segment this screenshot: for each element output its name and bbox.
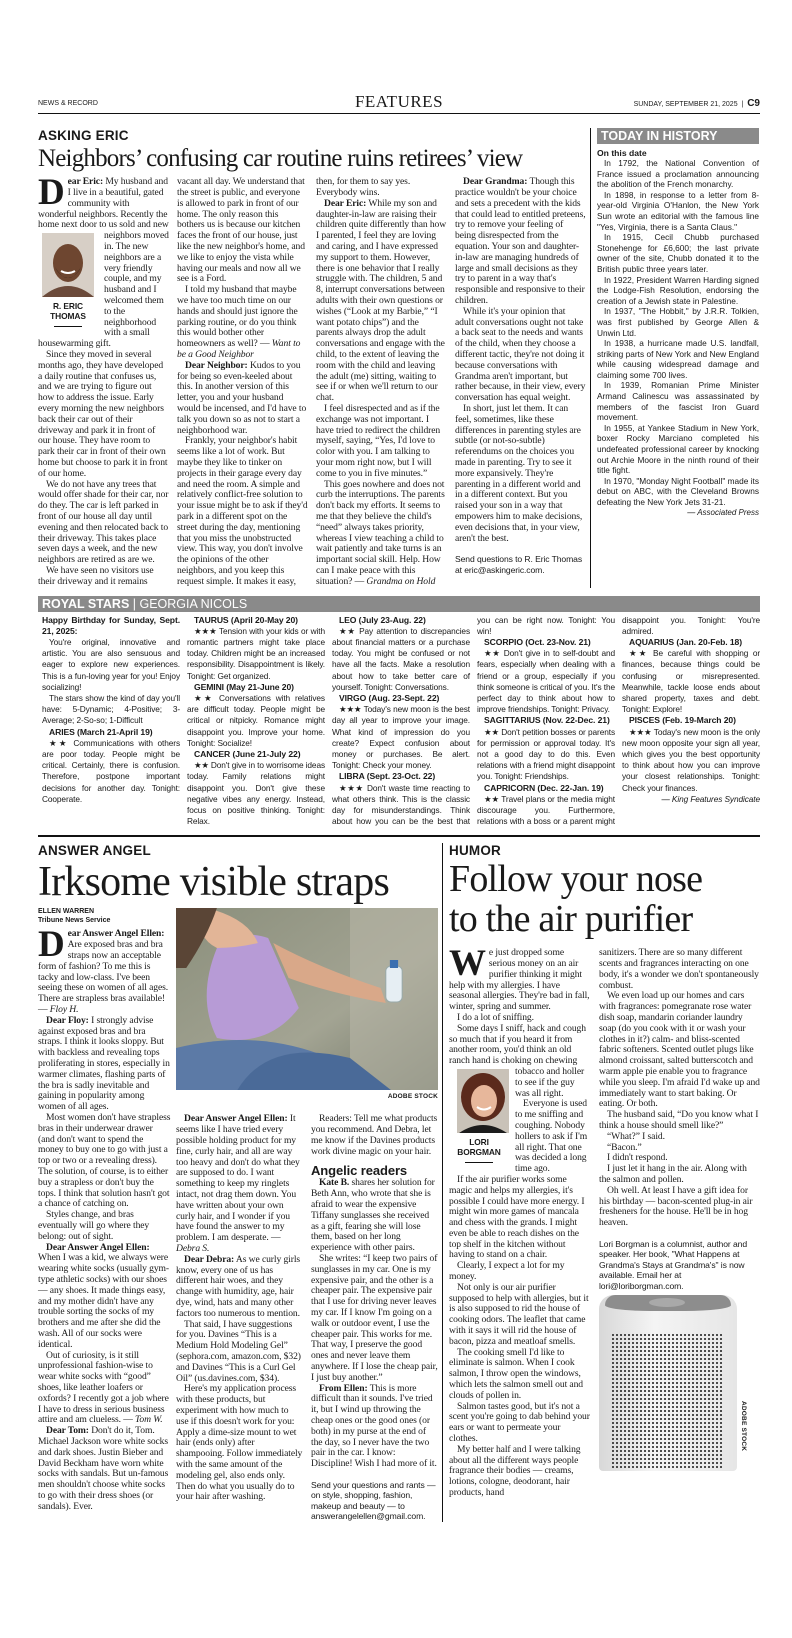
headline-line: to the air purifier xyxy=(449,898,693,941)
paragraph-text: It seems like I have tried every possible holding product for my fine, curly hair, and all are way too heavy and don't do what they are supposed to do. I want something to keep my ringlets intact, not drag them down. You have written about your own curly hair, and I wonder if you have found the answer to my problem. I am desperate. xyxy=(176,1113,300,1244)
paragraph-text: I didn't respond. xyxy=(607,1152,668,1164)
zodiac-sign: ARIES (March 21-April 19) xyxy=(49,726,153,737)
letter-signature: — Tom W. xyxy=(123,1414,162,1425)
paragraph-text: We have seen no visitors use their driveway and it remains vacant all day. We understand that the street is public, and everyone is allowed to park in front of our home. The only reason this bothers us is because our kitchen faces the front of our house, just like the new neighbor's home, and we like to enjoy the vista while having our meals and now all we see is a Ford. xyxy=(38,176,305,587)
paragraph xyxy=(38,1210,171,1242)
answer-angel-article xyxy=(38,843,442,1522)
paragraph-text: Here's my application process with these products, but experiment with how much to use if this doesn't work for you: Apply a dime-size mount to wet hair (ends only) after shampooing. Follow immediately with the same amount of the modeling gel, also ends only. Then do what you usually do to your hair after washing. xyxy=(176,1383,303,1503)
paragraph-text: Everyone is used to me sniffing and coughing. Nobody hollers to ask if I'm all right. That one was decided a long time ago. xyxy=(515,1098,588,1175)
paragraph-text: e just dropped some serious money on an air purifier thinking it might help with my allergies. I have seasonal allergies. They're bad in fall, winter, spring and summer. xyxy=(449,947,590,1013)
paragraph xyxy=(599,991,760,1110)
history-item: In 1915, Cecil Chubb purchased Stonehenge for £6,600; the last private owner of the site, Chubb donated it to the British public three years later. xyxy=(597,232,759,274)
zodiac-reading: ★★ Travel plans or the media might discourage you. Furthermore, relations with a boss or a parent might disappoint you. Tonight: You're admired. xyxy=(477,614,760,827)
zodiac-reading: ★★ Don't give in to self-doubt and fears, especially when dealing with a friend or a group, especially if you think someone is critical of you. It's the perfect day to think about how to improve friendships. Tonight: Privacy. xyxy=(477,648,615,715)
paragraph-text: “What?” I said. xyxy=(607,1130,665,1142)
air-purifier-photo xyxy=(599,1295,737,1471)
paragraph xyxy=(311,1178,438,1254)
first-column xyxy=(38,908,171,1522)
byline xyxy=(38,908,171,925)
paper-name: NEWS & RECORD xyxy=(38,100,98,107)
section-title: FEATURES xyxy=(354,92,444,111)
paragraph-text: Are exposed bras and bra straps now an acceptable form of fashion? To me this is tacky and low-class. I've been seeing these on women of all ages. There are strapless bras available! xyxy=(38,939,169,1005)
paragraph xyxy=(449,1348,591,1402)
zodiac-reading: ★★ Communications with others are poor today. People might be critical. Certainly, there is confusion. Therefore, postpone important decisions for another day. Tonight: Cooperate. xyxy=(42,737,180,804)
paragraph xyxy=(316,404,447,480)
article-columns xyxy=(449,943,760,1499)
paragraph-text: I just let it hang in the air. Along with the salmon and pollen. xyxy=(599,1163,747,1185)
salutation: Dear Debra: xyxy=(184,1253,235,1265)
paragraph-text: neighbors moved in. The new neighbors are a very friendly couple, and my husband and I welcomed them to the neighborhood with a small housewarming gift. xyxy=(38,230,169,350)
article-body xyxy=(176,1114,438,1522)
horoscope-title: ROYAL STARS xyxy=(42,596,130,611)
issue-date: SUNDAY, SEPTEMBER 21, 2025 xyxy=(633,101,738,108)
paragraph-text: As we curly girls know, every one of us has different hair woes, and they change with humidity, age, hair dye, wind, hats and many other factors too numerous to mention. xyxy=(176,1253,301,1319)
horoscope-intro: The stars show the kind of day you'll have: 5-Dynamic; 4-Positive; 3-Average; 2-So-so; 1-Difficult xyxy=(42,692,180,726)
photo-credit: ADOBE STOCK xyxy=(387,1093,438,1101)
paragraph-text: We even load up our homes and cars with fragrances: pomegranate rose water dish soap, mandarin coriander laundry soap (do you cook with it or wash your clothes in it?) calm- and bliss-scented fabric softeners. Scented outlet plugs like almond croissant, salted butterscotch and warm apple pie enable you to fragrance while you sleep. I'm afraid I'd wake up and immediately want to start baking. Or eating. Or both. xyxy=(599,990,760,1110)
zodiac-reading: ★★★ Today's new moon is the only new moon opposite your sign all year, which gives you the best opportunity to think about how you can improve your closest relationships. Tonight: Check your finances. xyxy=(622,726,760,793)
paragraph xyxy=(449,1175,591,1261)
salutation: Dear Neighbor: xyxy=(185,359,248,371)
kicker: ASKING ERIC xyxy=(38,128,129,143)
history-item: In 1939, Romanian Prime Minister Armand Calinescu was assassinated by members of the fascist Iron Guard movement. xyxy=(597,380,759,423)
zodiac-sign: VIRGO (Aug. 23-Sept. 22) xyxy=(339,692,440,703)
paragraph-text: sanitizers. There are so many different scents and fragrances interacting on one body, it's a wonder we don't spontaneously combust. xyxy=(599,947,759,991)
paragraph-text: Readers: Tell me what products you recommend. And Debra, let me know if the Davines products work divine magic on your hair. xyxy=(311,1113,438,1157)
contact-note: Send questions to R. Eric Thomas at eric@askingeric.com. xyxy=(455,554,583,575)
article-column xyxy=(599,948,760,1291)
paragraph-text: Don't do it, Tom. Michael Jackson wore white socks and dark shoes. Justin Bieber and David Beckham have worn white socks with sandals. But un-famous men shouldn't choose white socks to go with their dress shoes (or sandals). Ever. xyxy=(38,1425,169,1512)
section-rule xyxy=(38,835,760,837)
zodiac-reading: ★★ Don't petition bosses or parents for permission or approval today. It's not a good day to do this. Even relations with a friend might disappoint you. Tonight: Friendships. xyxy=(477,726,615,782)
salutation: Dear Answer Angel Ellen: xyxy=(184,1113,288,1125)
salutation: Dear Grandma: xyxy=(463,176,528,188)
zodiac-reading: ★★★ Today's new moon is the best day all year to improve your image. What kind of impression do you create? Expect confusion about money or purchases. Be alert. Tonight: Check your money. xyxy=(332,704,470,771)
paragraph-text: She writes: “I keep two pairs of sunglasses in my car. One is my expensive pair, and the other is a cheaper pair. The expensive pair that I use for driving never leaves my car. If I know I'm going on a walk or outdoor event, I use the cheaper pair. This works for me. That way, I preserve the good ones and never leave them anywhere. If I lose the cheap pair, I just buy another.” xyxy=(311,1253,438,1383)
drop-cap: D xyxy=(38,172,65,214)
paragraph-text: shares her solution for Beth Ann, who wrote that she is afraid to wear the expensive Tiffany sunglasses she received as a gift, fearing she will lose them, based on her long experience with other pairs. xyxy=(311,1177,435,1254)
headline: Neighbors’ confusing car routine ruins retirees’ view xyxy=(38,145,523,172)
paragraph-text: I feel disrespected and as if the exchange was not important. I have tried to redirect the children myself, saying, “Yes, I'd love to color with you. I am talking to your mom right now, but I will come to you in five minutes.” xyxy=(316,402,441,479)
letter-signature: — Want to be a Good Neighbor xyxy=(177,338,300,360)
paragraph xyxy=(177,361,308,437)
article-columns xyxy=(38,908,438,1522)
letter-signature: — Floy H. xyxy=(38,1004,78,1015)
paragraph xyxy=(311,1254,438,1384)
paragraph-text: My husband and I live in a beautiful, gated community with wonderful neighbors. Recently the home next door to us sold and new xyxy=(38,176,169,231)
author-name: R. ERIC THOMAS xyxy=(38,301,98,327)
zodiac-reading: ★★ Don't give in to worrisome ideas today. Family relations might disappoint you. Don't give these negative vibes any energy. Instead, focus on positive thinking. Tonight: Relax. xyxy=(187,760,326,827)
asking-eric-article xyxy=(38,128,590,588)
salutation: Dear Eric: xyxy=(324,197,367,209)
paragraph-text: While it's your opinion that adult conversations ought not take a back seat to the needs and wants of the child, when they choose a different tactic, they're not doing it because conversations with Grandma aren't important, but rather because, in their view, every conversation has equal weight. xyxy=(455,305,586,404)
history-item: In 1937, "The Hobbit," by J.R.R. Tolkien, was first published by George Allen & Unwin Ltd. xyxy=(597,306,759,338)
salutation: ear Answer Angel Ellen: xyxy=(67,928,165,940)
history-item: In 1792, the National Convention of France issued a proclamation announcing the abolition of the French monarchy. xyxy=(597,158,759,190)
air-purifier-figure xyxy=(599,1295,760,1471)
photo-credit: ADOBE STOCK xyxy=(740,1401,747,1452)
paragraph xyxy=(599,948,760,991)
zodiac-sign: CAPRICORN (Dec. 22-Jan. 19) xyxy=(484,782,604,793)
author-name: ELLEN WARREN xyxy=(38,908,94,916)
paragraph xyxy=(38,1113,171,1210)
paragraph-text: “Bacon.” xyxy=(607,1141,642,1153)
horoscope xyxy=(38,596,760,828)
paragraph xyxy=(455,404,586,544)
paragraph xyxy=(316,480,447,588)
article-body xyxy=(38,172,586,587)
paragraph xyxy=(449,1402,591,1445)
paragraph xyxy=(38,1351,171,1427)
kicker: ANSWER ANGEL xyxy=(38,843,151,859)
subheading: Angelic readers xyxy=(311,1162,408,1178)
author-name: LORI BORGMAN xyxy=(449,1137,509,1163)
zodiac-reading: ★★ Conversations with relatives are difficult today. People might be critical or nitpicky. Romance might disappoint you. Improve your home. Tonight: Socialize! xyxy=(187,692,325,748)
zodiac-reading: ★★★ Tension with your kids or with romantic partners might take place today. Children might be an increased responsibility. Disappointment is likely. Tonight: Get organized. xyxy=(187,625,325,681)
history-item: In 1955, at Yankee Stadium in New York, boxer Rocky Marciano completed his undefeated professional career by knocking out Archie Moore in the ninth round of their title fight. xyxy=(597,422,759,476)
zodiac-sign: AQUARIUS (Jan. 20-Feb. 18) xyxy=(629,636,742,647)
right-columns xyxy=(176,908,438,1522)
history-item: In 1938, a hurricane made U.S. landfall, striking parts of New York and New England while causing widespread damage and claiming some 700 lives. xyxy=(597,338,759,380)
paragraph-text: Out of curiosity, is it still unprofessional fashion-wise to wear white socks with “good” shoes, like leather loafers or oxfords? I recently got a job where I have to dress in serious business attire and am clueless. xyxy=(38,1349,169,1426)
paragraph-text: This is more difficult than it sounds. I've tried it, but I wind up throwing the cheap ones or the good ones (or both) in my purse at the end of the day, so I never have the two pair in the car. I know: Discipline! Wish I had more of it. xyxy=(311,1382,437,1470)
drop-cap: W xyxy=(449,943,486,985)
paragraph xyxy=(177,285,308,361)
paragraph xyxy=(176,1255,303,1320)
headline-line: Follow your nose xyxy=(449,858,703,901)
salutation: Dear Floy: xyxy=(46,1014,89,1026)
history-list xyxy=(597,158,759,508)
zodiac-sign: SAGITTARIUS (Nov. 22-Dec. 21) xyxy=(484,715,610,726)
paragraph-text: While my son and daughter-in-law are raising their children quite differently than how I parented, I feel they are loving and caring, and I have expressed my support to them. However, there is one behavior that I really struggle with. The children, 5 and 8, interrupt conversations between adults with their own questions or wishes (“Look at my Barbie,” “I want potato chips”) and the parents always drop the adult conversations and engage with the child, to the extent of leaving the room with the child and leaving the adult (me) sitting, waiting to see if or when we'll return to our chat. xyxy=(316,197,447,404)
paragraph xyxy=(176,1320,303,1385)
history-subtitle: On this date xyxy=(597,148,647,158)
paragraph-text: I strongly advise against exposed bras and bra straps. I think it looks sloppy. But with backless and revealing tops proliferating in stores, especially in warmer climates, flashing parts of the bra is sadly inevitable and gaining in popularity among women of all ages. xyxy=(38,1014,170,1113)
paragraph-text: When I was a kid, we always were wearing white socks (usually gym-type athletic socks) with our shoes — any shoes. It made things easy, and my mother didn't have any trouble sorting the socks of my brothers and me after she did the wash. All of our socks were identical. xyxy=(38,1252,169,1350)
salutation: Dear Answer Angel Ellen: xyxy=(46,1241,150,1253)
paragraph xyxy=(449,943,591,1013)
paragraph-text: Since they moved in several months ago, they have developed a daily routine that confuses us, and we are trying to figure out how to address the issue. Early every morning the new neighbors back their car out of their driveway and park it in front of our house. They have room to park their car in front of their own home but choose to park it in front of our home. xyxy=(38,349,168,479)
article-column xyxy=(38,924,171,1512)
article-column xyxy=(449,943,591,1499)
paragraph-text: That said, I have suggestions for you. Davines “This is a Medium Hold Modeling Gel” (sephora.com, amazon.com, $32) and Davines “This is a Curl Gel Oil” (us.davines.com, $34). xyxy=(176,1318,301,1384)
paragraph-text: This goes nowhere and does not curb the interruptions. The parents don't back my efforts. It seems to me that they believe the child's “need” always takes priority, whereas I view teaching a child to wait patiently and take turns is an important social skill. Help. How can I make peace with this situation? xyxy=(316,478,445,587)
paragraph-text: I told my husband that maybe we have too much time on our hands and should just ignore the parking routine, or do you think this would bother other homeowners as well? xyxy=(177,284,298,350)
bottom-section xyxy=(38,843,760,1522)
author-headshot-icon xyxy=(457,1069,509,1133)
zodiac-sign: SCORPIO (Oct. 23-Nov. 21) xyxy=(484,636,591,647)
paragraph-text: ler to see if the guy was all right. xyxy=(515,1065,585,1099)
salutation: Kate B. xyxy=(319,1177,350,1189)
paragraph-text: Not only is our air purifier supposed to help with allergies, but it is also supposed to rid the house of cooking odors. The leaflet that came with it says it will rid the house of bacon, pizza and meatloaf smells. xyxy=(449,1281,589,1347)
zodiac-reading: ★★★ Don't waste time reacting to what others think. This is the classic day for misunderstandings. Think about how you can be the best that you can be right now. Tonight: You win! xyxy=(332,614,615,827)
paragraph xyxy=(38,172,169,350)
author-headshot-icon xyxy=(42,233,94,297)
paragraph-text: Most women don't have strapless bras in their underwear drawer (and don't want to spend the money to buy one to go with just a top or two or a revealing dress). The solution, of course, is to either buy a strapless or don't buy the tops. I think that solution hasn't got a chance of catching on. xyxy=(38,1112,171,1210)
paragraph-text: Some days I sniff, hack and cough so much that if you heard it from another room, you'd think an old ranch hand is choking on chewing tobacco and hol xyxy=(449,1022,586,1077)
headline: Irksome visible straps xyxy=(38,859,390,906)
letter-signature: — Grandma on Hold xyxy=(355,576,436,587)
letter-signature: — Debra S. xyxy=(176,1232,281,1254)
paragraph-text: Oh well. At least I have a gift idea for his birthday — bacon-scented plug-in air fresheners for the house. He'll be in hog heaven. xyxy=(599,1184,753,1229)
horoscope-body xyxy=(38,612,760,828)
history-item: In 1898, in response to a letter from 8-year-old Virginia O'Hanlon, the New York Sun wrote an editorial with the famous line "Yes, Virginia, there is a Santa Claus." xyxy=(597,189,759,232)
kicker: HUMOR xyxy=(449,843,501,859)
history-item: In 1970, "Monday Night Football" made its debut on ABC, with the Cleveland Browns defeating the New York Jets 31-21. xyxy=(597,475,759,507)
headline xyxy=(449,860,760,940)
news-service: Tribune News Service xyxy=(38,916,111,924)
zodiac-sign: GEMINI (May 21-June 20) xyxy=(194,681,294,692)
drop-cap: D xyxy=(38,924,65,966)
salutation: From Ellen: xyxy=(319,1382,368,1394)
woman-photo xyxy=(176,908,438,1090)
paragraph xyxy=(38,350,169,480)
zodiac-sign: CANCER (June 21-July 22) xyxy=(194,748,301,759)
paragraph-text: In short, just let them. It can feel, sometimes, like these differences in parenting styles are subtle (or not-so-subtle) referendums on the choices you made in parenting. Try to see it more expansively. They're parenting in a different world and in a different context. But you raised your son in a way that empowers him to make decisions, even decisions that, in your view, aren't the best. xyxy=(455,402,583,544)
paragraph xyxy=(599,1164,760,1186)
horoscope-author: GEORGIA NICOLS xyxy=(139,596,248,611)
page-number: C9 xyxy=(747,98,760,109)
paragraph-text: Styles change, and bras eventually will go where they belong: out of sight. xyxy=(38,1209,150,1242)
paragraph xyxy=(449,1445,591,1499)
paragraph xyxy=(455,307,586,404)
paragraph-text: Clearly, I expect a lot for my money. xyxy=(449,1260,565,1283)
birthday-heading: Happy Birthday for Sunday, Sept. 21, 2025: xyxy=(42,614,180,636)
contact-note: Send your questions and rants — on style, shopping, fashion, makeup and beauty — to answerangelellen@gmail.com. xyxy=(311,1479,436,1522)
paragraph-text: If the air purifier works some magic and helps my allergies, it's possible I could have more energy. I might win more games of mancala and chess with the grands. I might even be able to reach dishes on the top shelf in the kitchen without having to stand on a chair. xyxy=(449,1173,585,1261)
paragraph xyxy=(316,199,447,404)
paragraph-text: Kudos to you for being so even-keeled about this. In another version of this letter, you and your husband would be incensed, and I'd have to talk you down so as not to start a neighborhood war. xyxy=(177,359,307,436)
paragraph xyxy=(38,924,171,1016)
paragraph-text: The cooking smell I'd like to eliminate is salmon. When I cook salmon, I throw open the windows, which lets the salmon smell out and clouds of pollen in. xyxy=(449,1346,583,1401)
paragraph xyxy=(38,1243,171,1351)
humor-article xyxy=(449,843,760,1522)
paragraph-text: My better half and I were talking about all the different ways people fragrance their bodies — creams, lotions, cologne, deodorant, hair products, hand xyxy=(449,1443,581,1499)
contact-note: Lori Borgman is a columnist, author and speaker. Her book, "What Happens at Grandma's Stays at Grandma's" is now available. Email her at lori@loriborgman.com. xyxy=(599,1238,748,1291)
history-credit: — Associated Press xyxy=(687,507,759,517)
paragraph xyxy=(38,1016,171,1113)
paragraph xyxy=(449,1283,591,1348)
top-section xyxy=(38,128,760,588)
paragraph-text: We do not have any trees that would offer shade for their car, nor do they. The car is left parked in front of our house all day until evening and then relocated back to their driveway. This takes place seven days a week, and the new neighbors are retired as are we. xyxy=(38,478,169,566)
purifier-grille xyxy=(611,1333,723,1469)
paragraph xyxy=(449,1261,591,1283)
paragraph xyxy=(311,1384,438,1470)
zodiac-sign: LIBRA (Sept. 23-Oct. 22) xyxy=(339,771,436,782)
column-divider xyxy=(442,843,443,1522)
paragraph xyxy=(176,1384,303,1503)
paragraph-text: Frankly, your neighbor's habit seems like a lot of work. But maybe they like to tinker on projects in their garage every day and need the room. A simple and relatively conflict-free solution to your issue might be to ask if they'd park in a different spot on the street during the day, mentioning that you miss the unobstructed view. This way, you don't involve the opinions of the other neighbors, and you keep this request simple. It makes it easy, then, for them to say yes. Everybody wins. xyxy=(177,176,411,587)
zodiac-reading: ★★ Be careful with shopping or finances, because things could be confusing or misrepresented. Meanwhile, tackle loose ends about shared property, taxes and debt. Tonight: Explore! xyxy=(622,648,760,715)
history-item: In 1922, President Warren Harding signed the Lodge-Fish Resolution, endorsing the creation of a Jewish state in Palestine. xyxy=(597,274,759,306)
paragraph-text: Salmon tastes good, but it's not a scent you're going to dab behind your ears or want to permeate your clothes. xyxy=(449,1400,590,1445)
zodiac-reading: ★★ Pay attention to discrepancies about financial matters or a purchase today. You might be confused or not have all the facts. Make a resolution about how to take better care of yourself. Tonight: Conversations. xyxy=(332,625,470,692)
zodiac-sign: LEO (July 23-Aug. 22) xyxy=(339,614,426,625)
paragraph xyxy=(38,1426,171,1512)
date-line: SUNDAY, SEPTEMBER 21, 2025 | C9 xyxy=(633,98,760,109)
paragraph xyxy=(455,177,586,307)
paragraph xyxy=(599,1110,760,1132)
horoscope-intro: You're original, innovative and artistic. You are also sensuous and eager to explore new experiences. This is a fun-loving year for you! Enjoy socializing! xyxy=(42,636,180,692)
today-in-history xyxy=(597,128,759,588)
author-photo xyxy=(38,233,98,327)
horoscope-banner: ROYAL STARS | GEORGIA NICOLS xyxy=(38,596,760,612)
paragraph-text: I do a lot of sniffing. xyxy=(457,1011,534,1023)
author-photo xyxy=(449,1069,509,1163)
salutation: Dear Tom: xyxy=(46,1425,89,1437)
horoscope-credit: — King Features Syndicate xyxy=(661,793,760,804)
paragraph xyxy=(38,480,169,566)
salutation: ear Eric: xyxy=(67,176,104,188)
history-title: TODAY IN HISTORY xyxy=(597,128,759,144)
paragraph-text: Though this practice wouldn't be your choice and sets a precedent with the kids that could lead to entitled preteens, try to remove your feeling of being disrespected from the equation. Your son and daughter-in-law are managing hundreds of large and small decisions as they try to parent in a way that's responsible and responsive to their children. xyxy=(455,176,586,307)
paragraph xyxy=(599,1186,760,1229)
paragraph xyxy=(176,1114,303,1254)
masthead xyxy=(38,92,760,114)
zodiac-sign: TAURUS (April 20-May 20) xyxy=(194,614,298,625)
column-divider xyxy=(590,128,591,588)
zodiac-sign: PISCES (Feb. 19-March 20) xyxy=(629,715,736,726)
second-column xyxy=(599,948,760,1499)
paragraph-text: The husband said, “Do you know what I think a house should smell like?” xyxy=(599,1109,759,1131)
paragraph xyxy=(311,1114,438,1157)
